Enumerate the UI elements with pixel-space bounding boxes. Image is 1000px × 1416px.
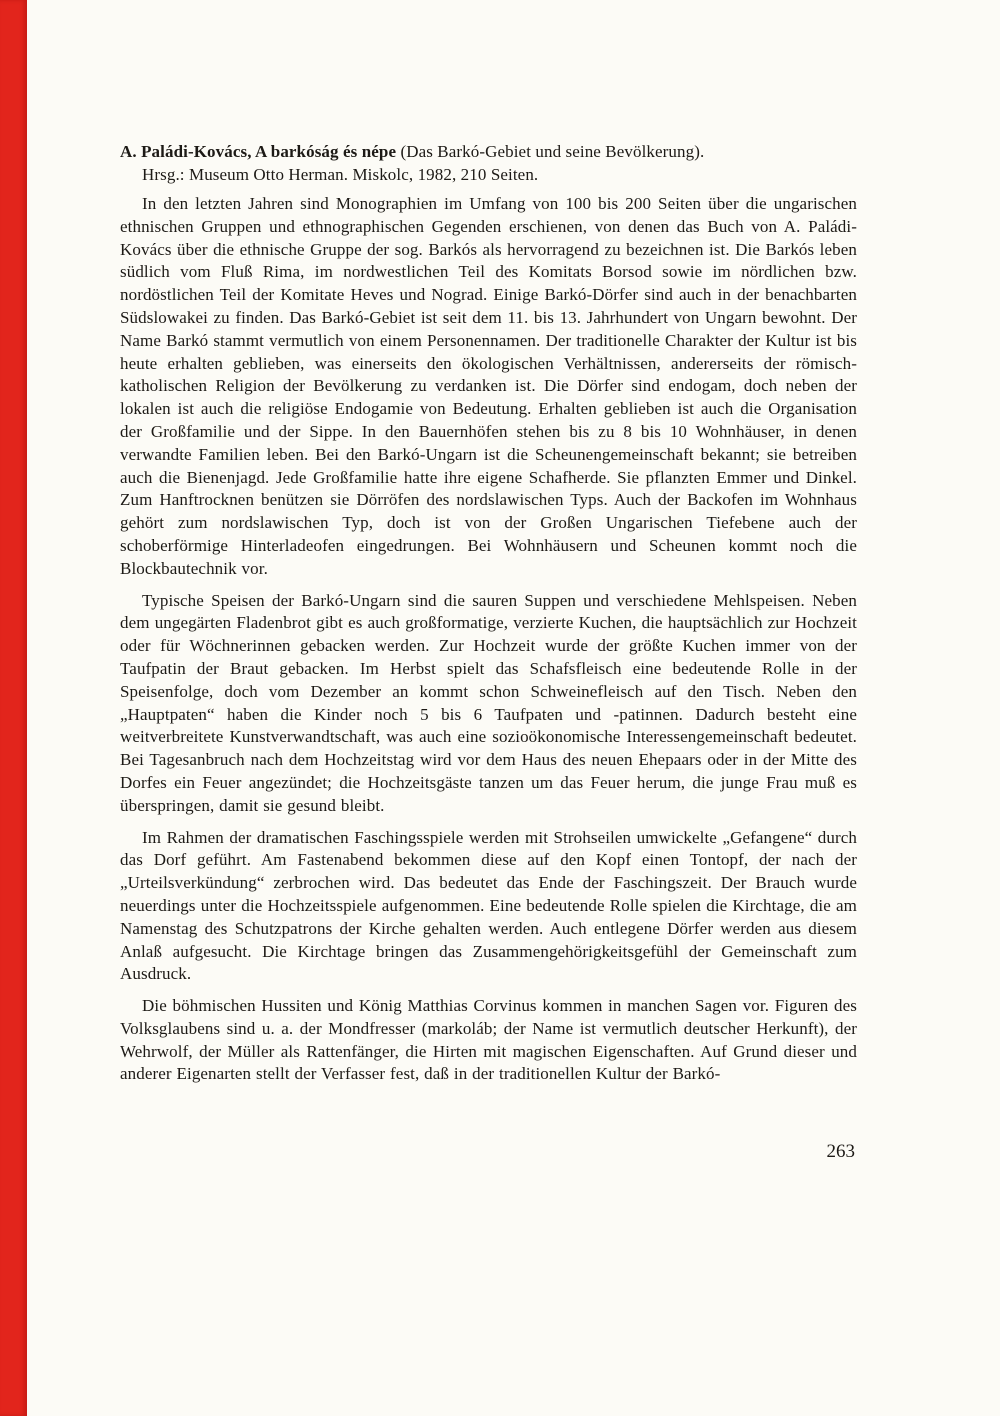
heading-title-rest: (Das Barkó-Gebiet und seine Bevölkerung). <box>396 142 705 161</box>
paragraph-4: Die böhmischen Hussiten und König Matthias Corvinus kommen in manchen Sagen vor. Figuren des Volksglaubens sind u. a. der Mondfresser (markoláb; der Name ist vermutlich deutscher Herkunft), der Wehrwolf, der Müller als Rattenfänger, die Hirten mit magischen Eigenschaften. Auf Grund dieser und anderer Eigenarten stellt der Verfasser fest, daß in der traditionellen Kultur der Barkó- <box>120 996 857 1084</box>
heading-publisher-line: Hrsg.: Museum Otto Herman. Miskolc, 1982, 210 Seiten. <box>142 165 539 184</box>
paragraph-1: In den letzten Jahren sind Monographien im Umfang von 100 bis 200 Seiten über die ungarischen ethnischen Gruppen und ethnographischen Gegenden erschienen, von denen das Buch von A. Paládi-Kovács über die ethnische Gruppe der sog. Barkós als hervorragend zu bezeichnen ist. Die Barkós leben südlich vom Fluß Rima, im nordwestlichen Teil des Komitats Borsod sowie im nördlichen bzw. nordöstlichen Teil der Komitate Heves und Nograd. Einige Barkó-Dörfer sind auch in der benachbarten Südslowakei zu finden. Das Barkó-Gebiet ist seit dem 11. bis 13. Jahrhundert von Ungarn bewohnt. Der Name Barkó stammt vermutlich von einem Personennamen. Der traditionelle Charakter der Kultur ist bis heute erhalten geblieben, was einerseits den ökologischen Verhältnissen, andererseits der römisch-katholischen Religion der Bevölkerung zu verdanken ist. Die Dörfer sind endogam, doch neben der lokalen ist auch die religiöse Endogamie von Bedeutung. Erhalten geblieben ist auch die Organisation der Großfamilie und der Sippe. In den Bauernhöfen stehen bis zu 8 bis 10 Wohnhäuser, in denen verwandte Familien leben. Bei den Barkó-Ungarn ist die Scheunengemeinschaft bekannt; sie betreiben auch die Bienenjagd. Jede Großfamilie hatte ihre eigene Schafherde. Sie pflanzten Emmer und Dinkel. Zum Hanftrocknen benützen sie Dörröfen des nordslawischen Typs. Auch der Backofen im Wohnhaus gehört zum nordslawischen Typ, doch ist von der Großen Ungarischen Tiefebene auch der schoberförmige Hinterladeofen eingedrungen. Bei Wohnhäusern und Scheunen kommt noch die Blockbautechnik vor. <box>120 194 857 578</box>
heading-title-bold: A. Paládi-Kovács, A barkóság és népe <box>120 142 397 161</box>
page-content <box>120 140 857 1163</box>
scan-edge-stripe <box>0 0 27 1416</box>
paragraph-3: Im Rahmen der dramatischen Faschingsspiele werden mit Strohseilen umwickelte „Gefangene“ durch das Dorf geführt. Am Fastenabend bekommen diese auf den Kopf einen Tontopf, der nach der „Urteilsverkündung“ zerbrochen wird. Das bedeutet das Ende der Faschingszeit. Der Brauch wurde neuerdings unter die Hochzeitsspiele aufgenommen. Eine bedeutende Rolle spielen die Kirchtage, die am Namenstag des Schutzpatrons der Kirche gehalten werden. Auch entlegene Dörfer werden aus diesem Anlaß aufgesucht. Die Kirchtage bringen das Zusammengehörigkeitsgefühl der Gemeinschaft zum Ausdruck. <box>120 827 857 984</box>
paragraph-2: Typische Speisen der Barkó-Ungarn sind die sauren Suppen und verschiedene Mehlspeisen. Neben dem ungegärten Fladenbrot gibt es auch großformatige, verzierte Kuchen, die hauptsächlich zur Hochzeit oder für Wöchnerinnen gebacken werden. Zur Hochzeit wurde der größte Kuchen immer von der Taufpatin der Braut gebacken. Im Herbst spielt das Schafsfleisch eine bedeutende Rolle in der Speisenfolge, doch vom Dezember an kommt schon Schweinefleisch auf den Tisch. Neben den „Hauptpaten“ haben die Kinder noch 5 bis 6 Taufpaten und -patinnen. Dadurch besteht eine weitverbreitete Kunstverwandtschaft, was auch eine sozioökonomische Interessengemeinschaft bedeutet. Bei Tagesanbruch nach dem Hochzeitstag wird vor dem Haus des neuen Ehepaars oder in der Mitte des Dorfes ein Feuer angezündet; die Hochzeitsgäste tanzen um das Feuer herum, die junge Frau muß es überspringen, damit sie gesund bleibt. <box>120 590 857 815</box>
page-number: 263 <box>826 1141 855 1163</box>
bibliographic-heading <box>120 140 857 163</box>
